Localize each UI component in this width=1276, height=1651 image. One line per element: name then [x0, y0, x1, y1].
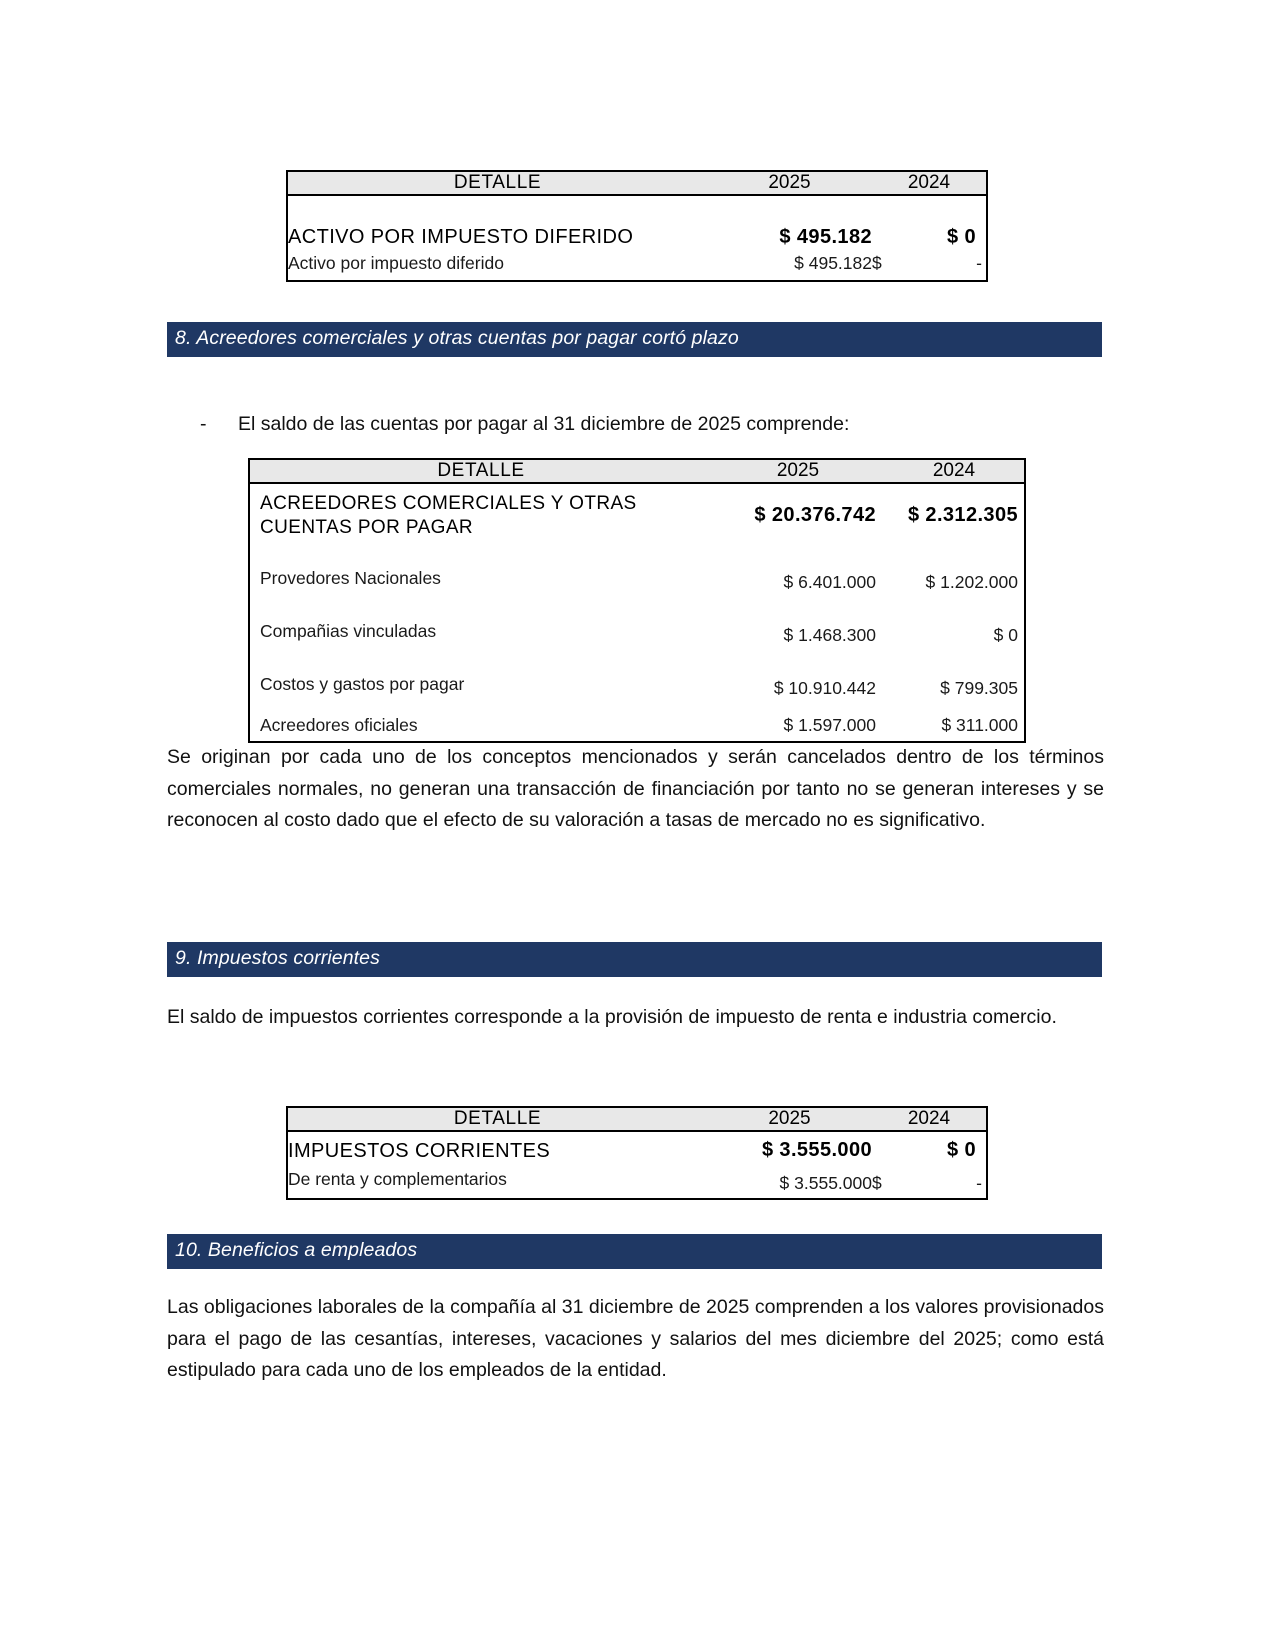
table-row [249, 483, 1025, 550]
column-header-2024: 2024 [884, 459, 1025, 483]
table-row [287, 224, 987, 253]
section-heading-10: 10. Beneficios a empleados [167, 1234, 1102, 1269]
section-heading-8: 8. Acreedores comerciales y otras cuentas por pagar cortó plazo [167, 322, 1102, 357]
row-value-2024: $ 311.000 [941, 714, 1018, 735]
column-header-2025: 2025 [712, 459, 884, 483]
current-taxes-table-wrapper [286, 1106, 988, 1200]
table-spacer-row [287, 195, 987, 224]
accounts-payable-table [248, 458, 1026, 743]
table-header-row [249, 459, 1025, 483]
row-value-2024: $ 0 [946, 226, 976, 248]
section-heading-9: 9. Impuestos corrientes [167, 942, 1102, 977]
column-header-2024: 2024 [872, 171, 987, 195]
row-value-2024: $ 0 [993, 624, 1018, 645]
row-value-2024: $ 799.305 [940, 677, 1018, 698]
row-value-2025: $ 3.555.000 [779, 1173, 872, 1193]
table-row [249, 656, 1025, 709]
table-row [287, 253, 987, 281]
row-value-2025: $ 495.182 [794, 253, 872, 273]
column-header-detalle: DETALLE [287, 1107, 707, 1131]
row-value-2025: $ 495.182 [779, 226, 872, 248]
table-header-row [287, 1107, 987, 1131]
column-header-detalle: DETALLE [249, 459, 712, 483]
row-value-2025: $ 1.597.000 [783, 714, 876, 735]
row-value-2024 [872, 1169, 987, 1199]
section10-paragraph: Las obligaciones laborales de la compañía al 31 diciembre de 2025 comprenden a los valores provisionados para el pago de las cesantías, intereses, vacaciones y salarios del mes diciembre del 2025; como está estipulado para cada uno de los empleados de la entidad. [167, 1296, 1104, 1382]
row-label: ACTIVO POR IMPUESTO DIFERIDO [288, 226, 634, 248]
row-label: Costos y gastos por pagar [260, 673, 465, 694]
accounts-payable-table-wrapper [248, 458, 1026, 743]
currency-symbol: $ [872, 253, 882, 273]
row-label: Acreedores oficiales [260, 714, 418, 735]
bullet-marker: - [200, 413, 207, 435]
column-header-2024: 2024 [872, 1107, 987, 1131]
row-label: IMPUESTOS CORRIENTES [288, 1140, 551, 1162]
row-value-2024: $ 2.312.305 [907, 504, 1018, 527]
row-label: De renta y complementarios [288, 1169, 507, 1189]
row-label: Activo por impuesto diferido [288, 253, 504, 273]
bullet-item [200, 410, 960, 439]
table-row [249, 709, 1025, 742]
column-header-detalle: DETALLE [287, 171, 707, 195]
row-label: Compañias vinculadas [260, 620, 437, 641]
current-taxes-table [286, 1106, 988, 1200]
deferred-tax-table [286, 170, 988, 282]
currency-symbol: $ [872, 1173, 882, 1193]
row-value-2025: $ 6.401.000 [783, 571, 876, 592]
table-row [287, 1131, 987, 1169]
table-header-row [287, 171, 987, 195]
table-row [249, 603, 1025, 656]
table-row [249, 550, 1025, 603]
table-row [287, 1169, 987, 1199]
row-value-2024: $ 1.202.000 [925, 571, 1018, 592]
row-label: ACREEDORES COMERCIALES Y OTRAS CUENTAS POR PAGAR [260, 493, 637, 538]
row-label: Provedores Nacionales [260, 567, 441, 588]
bullet-text: El saldo de las cuentas por pagar al 31 diciembre de 2025 comprende: [238, 413, 850, 435]
section9-paragraph: El saldo de impuestos corrientes corresponde a la provisión de impuesto de renta e industria comercio. [167, 1006, 1057, 1028]
row-value-2025: $ 10.910.442 [773, 677, 876, 698]
row-value-2024-amount: - [976, 253, 982, 273]
column-header-2025: 2025 [707, 1107, 872, 1131]
deferred-tax-table-wrapper [286, 170, 988, 282]
row-value-2024: $ 0 [946, 1139, 976, 1161]
row-value-2024-amount: - [976, 1173, 982, 1193]
row-value-2025: $ 3.555.000 [761, 1139, 872, 1161]
column-header-2025: 2025 [707, 171, 872, 195]
row-value-2024 [872, 253, 987, 281]
row-value-2025: $ 20.376.742 [754, 504, 876, 527]
section8-paragraph: Se originan por cada uno de los conceptos mencionados y serán cancelados dentro de los términos comerciales normales, no generan una transacción de financiación por tanto no se generan intereses y se reconocen al costo dado que el efecto de su valoración a tasas de mercado no es significativo. [167, 746, 1104, 832]
row-value-2025: $ 1.468.300 [783, 624, 876, 645]
